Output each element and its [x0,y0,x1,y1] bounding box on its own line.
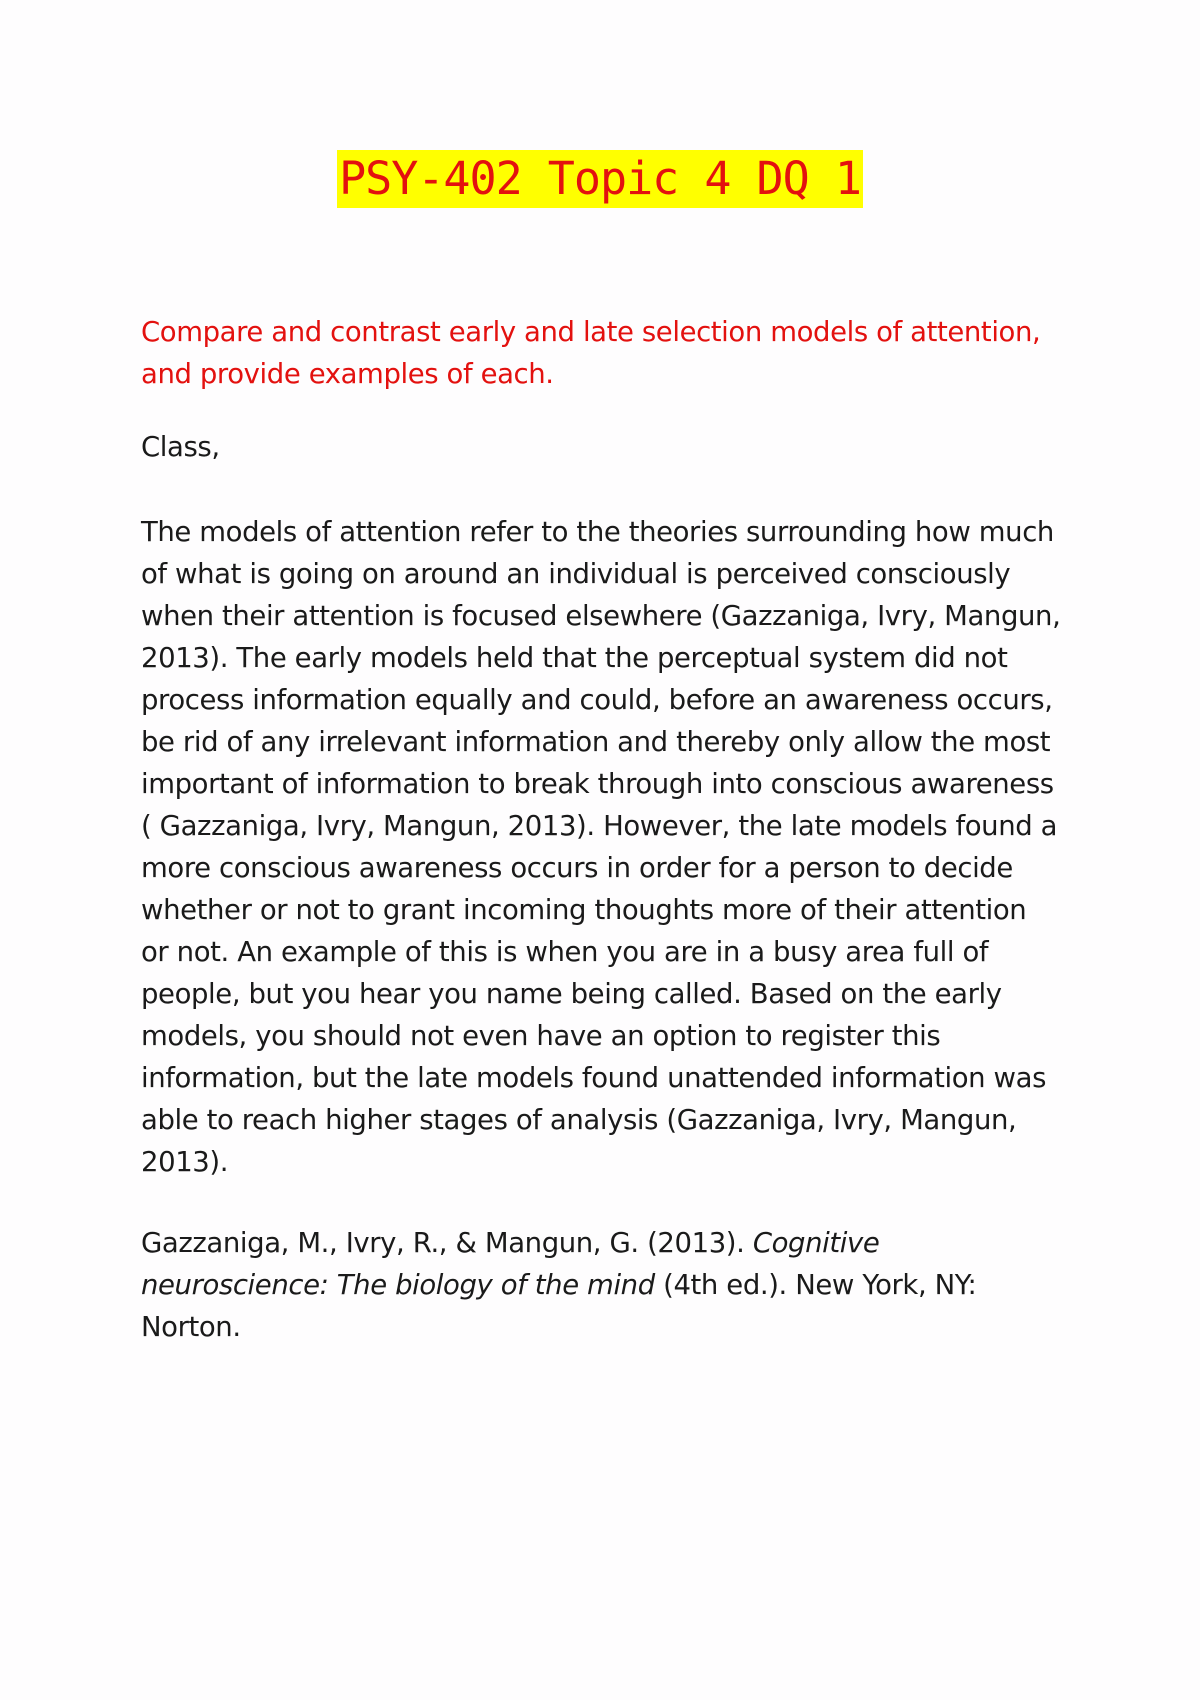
discussion-prompt: Compare and contrast early and late selection models of attention, and provide examples of each. [141,316,1041,390]
document-title: PSY-402 Topic 4 DQ 1 [337,150,863,208]
reference-authors: Gazzaniga, M., Ivry, R., & Mangun, G. (2013). [141,1227,745,1259]
greeting: Class, [141,431,220,463]
reference-book-title: Cognitive neuroscience: The biology of the mind [141,1227,880,1301]
reference-details: (4th ed.). New York, NY: Norton. [141,1269,977,1343]
title-container [0,150,1200,208]
reference-entry [141,1222,1061,1348]
body-paragraph: The models of attention refer to the theories surrounding how much of what is going on around an individual is perceived consciously when their attention is focused elsewhere (Gazzaniga, Ivry, Mangun, 2013). The early models held that the perceptual system did not process information equally and could, before an awareness occurs, be rid of any irrelevant information and thereby only allow the most important of information to break through into conscious awareness ( Gazzaniga, Ivry, Mangun, 2013). However, the late models found a more conscious awareness occurs in order for a person to decide whether or not to grant incoming thoughts more of their attention or not. An example of this is when you are in a busy area full of people, but you hear you name being called. Based on the early models, you should not even have an option to register this information, but the late models found unattended information was able to reach higher stages of analysis (Gazzaniga, Ivry, Mangun, 2013). [141,516,1061,1178]
